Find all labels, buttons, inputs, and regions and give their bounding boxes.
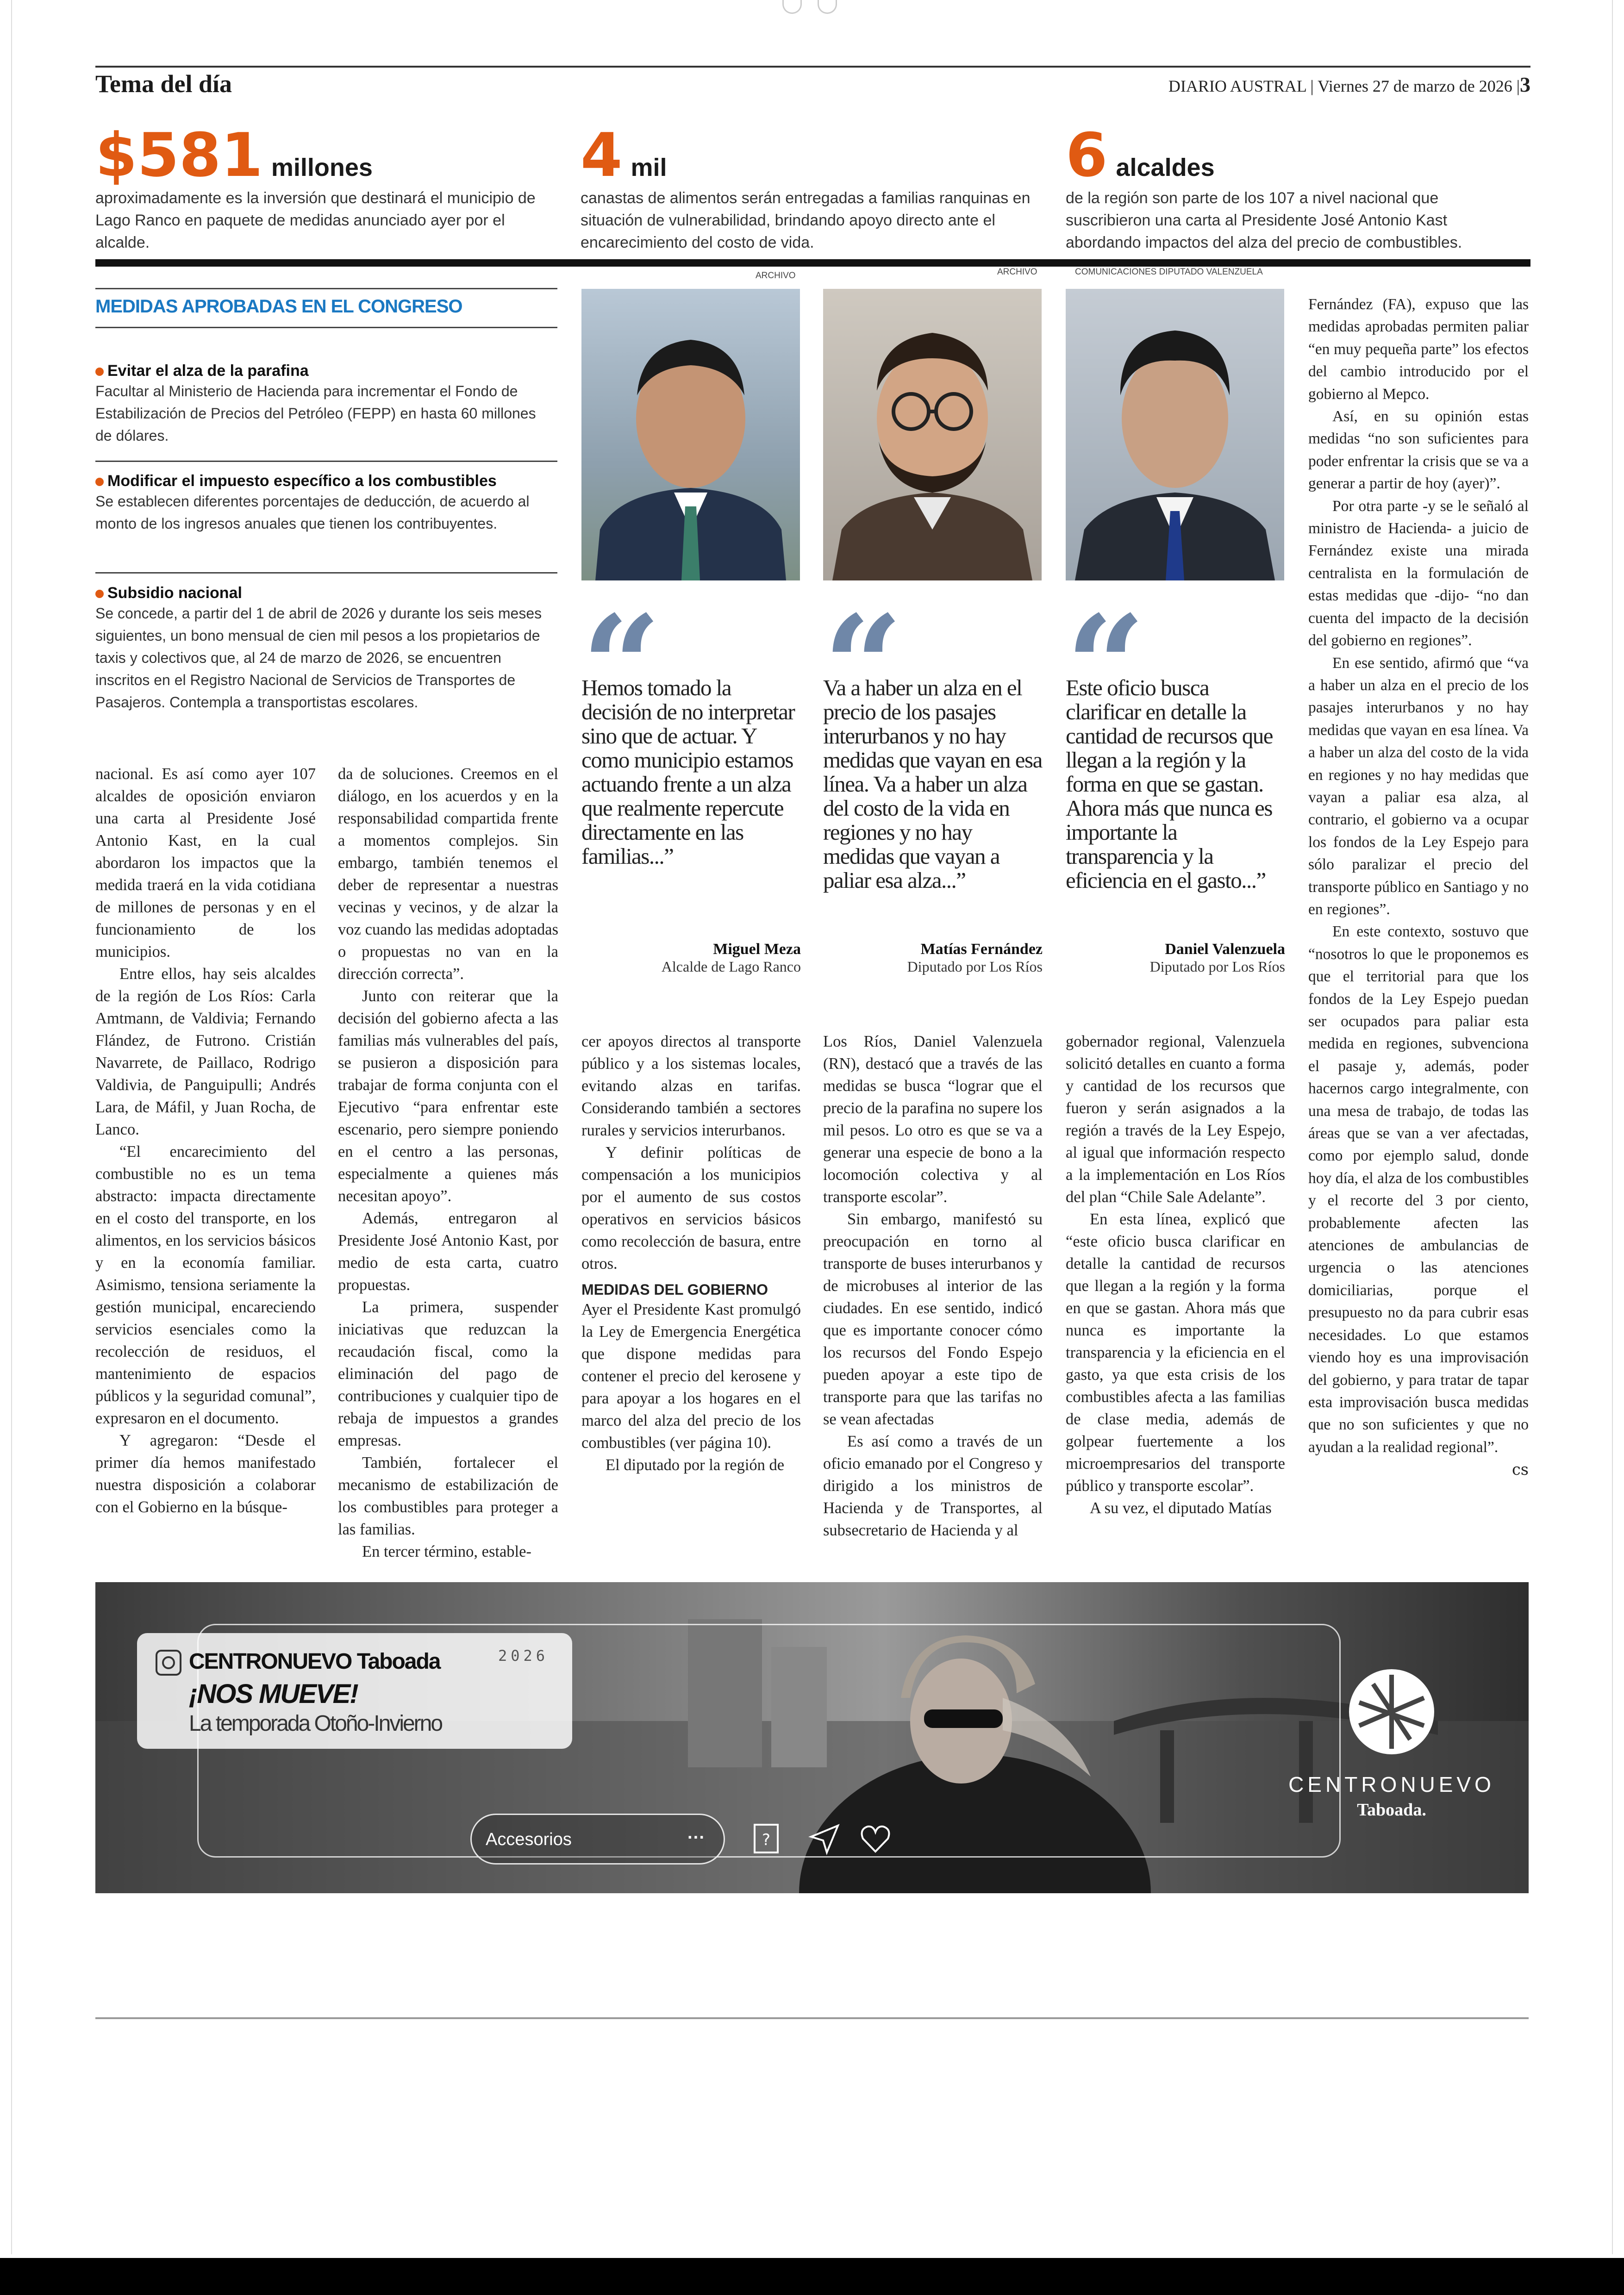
svg-text:?: ? <box>762 1831 771 1849</box>
sidebar-item-heading: Modificar el impuesto específico a los combustibles <box>95 472 554 490</box>
sidebar-rule <box>95 572 557 574</box>
quote-mark-icon <box>581 597 801 676</box>
article-paragraph: El diputado por la región de <box>606 1456 785 1474</box>
article-paragraph: En esta línea, explicó que “este oficio busca clarificar en detalle la cantidad de recursos que llegan a la región y la forma en que se gastan. Ahora más que nunca es importante la transparencia y la eficiencia en el gasto, ya que esta crisis de los combustibles afecta a las familias de clase media, además de golpear fuertemente a los microempresarios del transporte público y transporte escolar”. <box>1066 1210 1285 1495</box>
photo-credit: COMUNICACIONES DIPUTADO VALENZUELA <box>1075 267 1263 277</box>
quote-text: Hemos tomado la decisión de no interpretar sino que de actuar. Y como municipio estamos actuando frente a un alza que realmente repercute directamente en las familias...” <box>581 675 795 869</box>
quote-mark-icon <box>823 597 1043 676</box>
sidebar-item <box>95 584 554 713</box>
stat-block <box>1066 120 1524 254</box>
article-column <box>823 1030 1043 1541</box>
article-paragraph: Así, en su opinión estas medidas “no son suficientes para poder enfrentar la crisis que se va a generar a partir de hoy (ayer)”. <box>1308 408 1529 493</box>
stat-block <box>95 120 554 254</box>
stat-unit: mil <box>631 154 667 181</box>
article-paragraph: En este contexto, sostuvo que “nosotros lo que le proponemos es que el territorial para que los fondos de la Ley Espejo puedan ser ocupados para paliar esta medida en regiones, subvenciona el pasaje y, además, poder hacernos cargo integralmente, con una mesa de trabajo, de todas las áreas que se van a ver afectadas, como por ejemplo salud, donde hoy día, el alza de los combustibles y el recorte del 3 por ciento, probablemente afecten las atenciones de ambulancias de urgencia o las atenciones domiciliarias, porque el presupuesto no da para cubrir esas necesidades. Lo que estamos viendo hoy es una improvisación del gobierno, y para tratar de tapar esta improvisación busca medidas que no son suficientes y que no ayudan a la realidad regional”. <box>1308 923 1529 1456</box>
separator: | <box>1310 77 1318 95</box>
quote-role: Diputado por Los Ríos <box>907 958 1043 975</box>
article-paragraph: “El encarecimiento del combustible no es un tema abstracto: impacta directamente en el costo del transporte, en los alimentos, en los servicios básicos y en la economía familiar. Asimismo, tensiona seriamente la gestión municipal, encareciendo servicios esenciales como la recolección de residuos, el mantenimiento de espacios públicos y la seguridad comunal”, expresaron en el documento. <box>95 1143 316 1427</box>
article-paragraph: gobernador regional, Valenzuela solicitó detalles en cuanto a forma y cantidad de los recursos que fueron y serán asignados a la región a través de la Ley Espejo, al igual que información respecto a la implementación en Los Ríos del plan “Chile Sale Adelante”. <box>1066 1033 1285 1206</box>
article-paragraph: Entre ellos, hay seis alcaldes de la región de Los Ríos: Carla Amtmann, de Valdivia; Fernando Flández, de Futrono. Cristián Navarrete, de Paillaco, Rodrigo Valdivia, de Panguipulli; Andrés Lara, de Máfil, y Juan Rocha, de Lanco. <box>95 965 316 1138</box>
ad-tagline <box>189 1711 442 1736</box>
sidebar-item <box>95 362 554 447</box>
article-paragraph: A su vez, el diputado Matías <box>1090 1499 1272 1517</box>
ad-search-label: Accesorios <box>486 1830 572 1849</box>
ad-tagline-prefix: La temporada <box>189 1711 314 1736</box>
article-paragraph: En tercer término, estable- <box>362 1543 531 1560</box>
page-dot[interactable] <box>782 0 802 14</box>
quote-name: Daniel Valenzuela <box>1165 941 1285 958</box>
bottom-bar <box>0 2258 1624 2295</box>
masthead <box>1168 72 1530 97</box>
section-title: Tema del día <box>95 70 232 98</box>
ad-tagline-highlight: Otoño-Invierno <box>314 1711 442 1736</box>
page-number: 3 <box>1520 73 1530 96</box>
quote-attribution <box>823 941 1043 975</box>
article-paragraph: Los Ríos, Daniel Valenzuela (RN), destacó que a través de las medidas se busca “lograr que el precio de la parafina no supere los mil pesos. Lo otro es que se va a generar una especie de bono a la locomoción colectiva y al transporte escolar”. <box>823 1033 1043 1206</box>
ad-logo-text-b: NUEVO <box>1400 1772 1495 1796</box>
article-paragraph: Sin embargo, manifestó su preocupación en torno al transporte de buses interurbanos y de microbuses al interior de las ciudades. En ese sentido, indicó que es importante conocer cómo los recursos del Fondo Espejo pueden apoyar a este tipo de transporte para que las tarifas no se vean afectadas <box>823 1210 1043 1428</box>
sidebar-rule <box>95 327 557 328</box>
article-paragraph: En ese sentido, afirmó que “va a haber un alza en el precio de los pasajes interurbanos y no hay medidas que vayan en esa línea. Va a haber un alza del costo de la vida en regiones y no hay medidas que vayan a paliar esa alza, al contrario, el gobierno va a ocupar los fondos de la Ley Espejo para sólo paralizar el precio del transporte público en Santiago y no en regiones”. <box>1308 654 1529 918</box>
quote-block <box>581 597 801 868</box>
article-paragraph: Además, entregaron al Presidente José Antonio Kast, por medio de esta carta, cuatro propuestas. <box>338 1210 558 1294</box>
quote-attribution <box>1066 941 1285 975</box>
article-paragraph: cer apoyos directos al transporte público y a los sistemas locales, evitando alzas en tarifas. Considerando también a sectores rurales y servicios interurbanos. <box>581 1033 801 1139</box>
end-mark-icon: cs <box>1512 1460 1529 1479</box>
page-dot[interactable] <box>818 0 837 14</box>
ad-search-bar[interactable] <box>470 1814 725 1865</box>
section-divider <box>95 259 1530 267</box>
article-column <box>338 763 558 1563</box>
article-column <box>1066 1030 1285 1519</box>
article-column <box>581 1030 801 1476</box>
advertisement-banner[interactable] <box>95 1582 1529 1893</box>
stat-value: 6 <box>1066 120 1108 190</box>
footer-rule <box>95 2017 1529 2019</box>
article-paragraph: Fernández (FA), expuso que las medidas aprobadas permiten paliar “en muy pequeña parte” los efectos del cambio introducido por el gobierno al Mepco. <box>1308 296 1529 403</box>
person-silhouette-icon <box>1066 289 1284 580</box>
page-indicator <box>782 0 837 14</box>
ad-year: 2026 <box>498 1647 549 1665</box>
send-icon[interactable] <box>808 1823 841 1855</box>
stat-value: $581 <box>95 120 263 190</box>
stat-unit: alcaldes <box>1116 154 1215 181</box>
portrait-photo <box>581 289 800 580</box>
article-paragraph: da de soluciones. Creemos en el diálogo, en los acuerdos y en la responsabilidad compartida frente a momentos complejos. Sin embargo, también tenemos el deber de representar a nuestras vecinas y vecinos, y de alzar la voz cuando las medidas adoptadas o propuestas no van en la dirección correcta”. <box>338 765 558 983</box>
ad-logo-text-a: CENTRO <box>1288 1772 1401 1796</box>
quote-block <box>1066 597 1285 892</box>
subheading: MEDIDAS DEL GOBIERNO <box>581 1281 768 1298</box>
article-paragraph: Y agregaron: “Desde el primer día hemos manifestado nuestra disposición a colaborar con el Gobierno en la búsque- <box>95 1432 316 1516</box>
heart-icon[interactable] <box>859 1823 892 1855</box>
stat-description: canastas de alimentos serán entregadas a familias ranquinas en situación de vulnerabilidad, brindando apoyo directo ante el encarecimiento del costo de vida. <box>581 189 1031 251</box>
sidebar-item-text: Se concede, a partir del 1 de abril de 2026 y durante los seis meses siguientes, un bono mensual de cien mil pesos a los propietarios de taxis y colectivos que, al 24 de marzo de 2026, se encuentren inscritos en el Registro Nacional de Servicios de Transportes de Pasajeros. Contempla a transportistas escolares. <box>95 605 542 711</box>
quote-text: Va a haber un alza en el precio de los pasajes interurbanos y no hay medidas que vayan en esa línea. Va a haber un alza del costo de la vida en regiones y no hay medidas que vayan a paliar esa alza...” <box>823 675 1042 893</box>
sidebar-title: MEDIDAS APROBADAS EN EL CONGRESO <box>95 296 462 317</box>
ad-search-dots: ··· <box>687 1828 705 1847</box>
quote-role: Diputado por Los Ríos <box>1149 958 1285 975</box>
portrait-photo <box>1066 289 1284 580</box>
sidebar-item-heading: Evitar el alza de la parafina <box>95 362 554 380</box>
sidebar-item-heading: Subsidio nacional <box>95 584 554 602</box>
article-paragraph: La primera, suspender iniciativas que reduzcan la recaudación fiscal, como la eliminación del pago de contribuciones y cualquier tipo de rebaja de impuestos a grandes empresas. <box>338 1298 558 1449</box>
quote-name: Matías Fernández <box>920 941 1043 958</box>
quote-name: Miguel Meza <box>713 941 801 958</box>
article-paragraph: Por otra parte -y se le señaló al ministro de Hacienda- a juicio de Fernández existe una mirada centralista en la formulación de estas medidas que -dijo- “no dan cuenta del impacto de la decisión del gobierno en regiones”. <box>1308 497 1529 649</box>
stat-description: aproximadamente es la inversión que destinará el municipio de Lago Ranco en paquete de medidas anunciado ayer por el alcalde. <box>95 189 536 251</box>
sidebar-item-text: Se establecen diferentes porcentajes de deducción, de acuerdo al monto de los ingresos anuales que tienen los contribuyentes. <box>95 493 530 532</box>
stat-value: 4 <box>581 120 623 190</box>
ad-title-panel <box>137 1633 572 1749</box>
ad-slogan: ¡NOS MUEVE! <box>189 1679 358 1709</box>
sidebar-rule <box>95 288 557 289</box>
help-icon[interactable] <box>753 1823 781 1855</box>
photo-credit: ARCHIVO <box>756 271 796 281</box>
person-silhouette-icon <box>823 289 1042 580</box>
sidebar-item-text: Facultar al Ministerio de Hacienda para incrementar el Fondo de Estabilización de Precios del Petróleo (FEPP) en hasta 60 millones de dólares. <box>95 383 536 444</box>
article-column <box>95 763 316 1518</box>
stat-block <box>581 120 1039 254</box>
stat-unit: millones <box>271 154 373 181</box>
issue-date: Viernes 27 de marzo de 2026 <box>1318 77 1512 95</box>
sidebar-item <box>95 472 554 535</box>
quote-mark-icon <box>1066 597 1285 676</box>
brand-logo-icon <box>156 1650 181 1676</box>
quote-role: Alcalde de Lago Ranco <box>661 958 801 975</box>
sidebar-rule <box>95 461 557 462</box>
person-silhouette-icon <box>581 289 800 580</box>
header-rule <box>95 66 1530 68</box>
newspaper-name: DIARIO AUSTRAL <box>1168 77 1306 95</box>
centronuevo-logo-icon <box>1345 1665 1438 1758</box>
article-paragraph: También, fortalecer el mecanismo de estabilización de los combustibles para proteger a las familias. <box>338 1454 558 1538</box>
article-paragraph: Es así como a través de un oficio emanado por el Congreso y dirigido a los ministros de Hacienda y de Transportes, al subsecretario de Hacienda y al <box>823 1433 1043 1539</box>
ad-brand: CENTRONUEVO Taboada <box>189 1649 440 1674</box>
article-paragraph: Ayer el Presidente Kast promulgó la Ley de Emergencia Energética que dispone medidas para contener el precio del kerosene y para apoyar a los hogares en el marco del alza del precio de los combustibles (ver página 10). <box>581 1301 801 1452</box>
ad-logo-sub: Taboada. <box>1357 1800 1426 1820</box>
separator: | <box>1516 77 1520 95</box>
quote-text: Este oficio busca clarificar en detalle la cantidad de recursos que llegan a la región y la forma en que se gastan. Ahora más que nunca es importante la transparencia y la eficiencia en el gasto...” <box>1066 675 1273 893</box>
stat-description: de la región son parte de los 107 a nivel nacional que suscribieron una carta al Presidente José Antonio Kast abordando impactos del alza del precio de combustibles. <box>1066 189 1462 251</box>
quote-block <box>823 597 1043 892</box>
ad-logo-text <box>1267 1772 1517 1797</box>
quote-attribution <box>581 941 801 975</box>
article-paragraph: nacional. Es así como ayer 107 alcaldes de oposición enviaron una carta al Presidente José Antonio Kast, en la cual abordaron los impactos que la medida traerá en la vida cotidiana de millones de personas y en el funcionamiento de los municipios. <box>95 765 316 960</box>
article-paragraph: Junto con reiterar que la decisión del gobierno afecta a las familias más vulnerables del país, se pusieron a disposición para trabajar de forma conjunta con el Ejecutivo “para enfrentar este escenario, pero siempre poniendo en el centro a las personas, especialmente a quienes más necesitan apoyo”. <box>338 987 558 1205</box>
photo-credit: ARCHIVO <box>997 267 1037 277</box>
portrait-photo <box>823 289 1042 580</box>
article-paragraph: Y definir políticas de compensación a los municipios por el aumento de sus costos operativos en servicios básicos como recolección de basura, entre otros. <box>581 1144 801 1272</box>
article-column <box>1308 293 1529 1481</box>
